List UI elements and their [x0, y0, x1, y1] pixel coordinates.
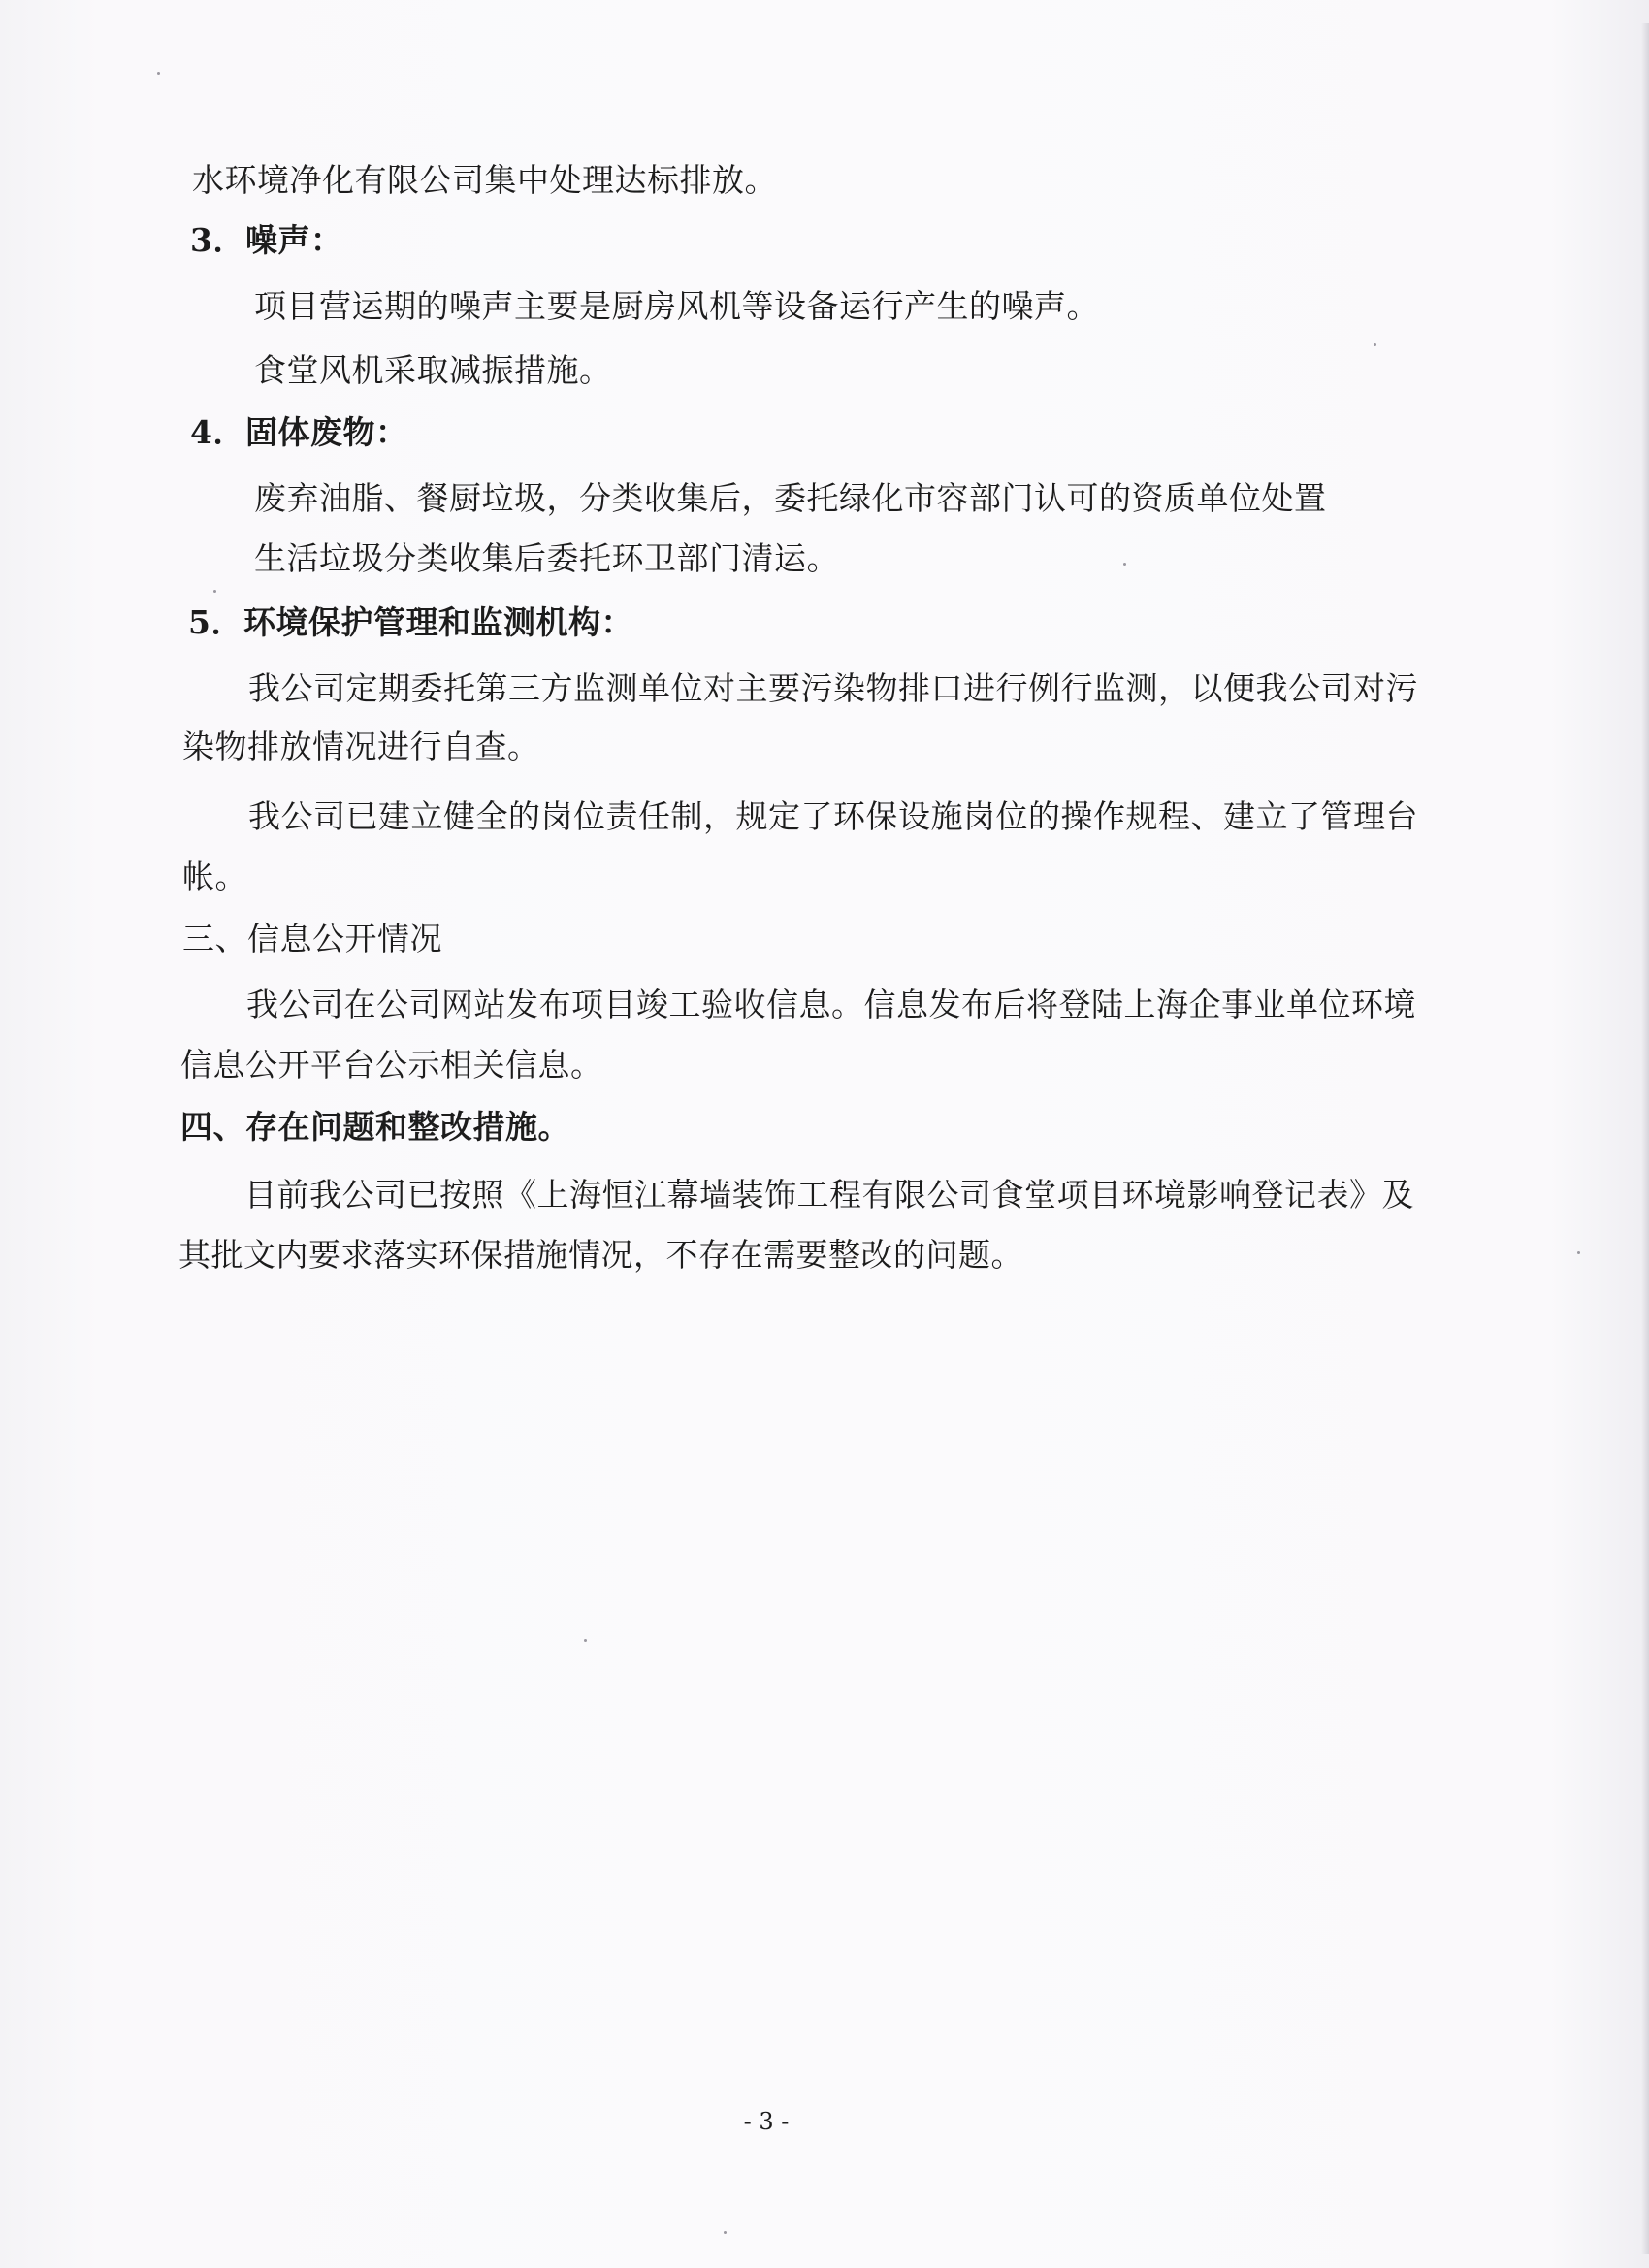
section-heading-issues: 四、存在问题和整改措施。	[180, 1108, 570, 1146]
scan-speck	[213, 590, 216, 593]
paragraph-line-disclosure-2: 信息公开平台公示相关信息。	[180, 1046, 603, 1084]
page-number: - 3 -	[743, 2108, 790, 2135]
scan-edge-shadow	[1641, 23, 1649, 2254]
paragraph-line-wastewater-end: 水环境净化有限公司集中处理达标排放。	[192, 161, 777, 199]
paragraph-line-issues-1: 目前我公司已按照《上海恒江幕墙装饰工程有限公司食堂项目环境影响登记表》及	[244, 1176, 1414, 1214]
section-heading-disclosure: 三、信息公开情况	[182, 920, 442, 957]
section-heading-solid-waste: 4．固体废物：	[190, 413, 408, 451]
scan-speck	[1577, 1251, 1580, 1254]
paragraph-line-issues-2: 其批文内要求落实环保措施情况，不存在需要整改的问题。	[178, 1236, 1023, 1274]
paragraph-line-disclosure-1: 我公司在公司网站发布项目竣工验收信息。信息发布后将登陆上海企事业单位环境	[246, 986, 1416, 1023]
scan-speck	[1123, 563, 1126, 566]
scan-speck	[1374, 343, 1376, 346]
paragraph-line-monitoring-1: 我公司定期委托第三方监测单位对主要污染物排口进行例行监测，以便我公司对污	[248, 669, 1418, 707]
paragraph-line-responsibility-1: 我公司已建立健全的岗位责任制，规定了环保设施岗位的操作规程、建立了管理台	[248, 797, 1418, 835]
section-heading-noise: 3．噪声：	[190, 221, 343, 259]
paragraph-line-household-waste: 生活垃圾分类收集后委托环卫部门清运。	[254, 539, 839, 577]
paragraph-line-noise-measure: 食堂风机采取减振措施。	[254, 351, 612, 389]
paragraph-line-noise-source: 项目营运期的噪声主要是厨房风机等设备运行产生的噪声。	[254, 287, 1099, 325]
scan-speck	[724, 2231, 727, 2234]
scan-speck	[584, 1639, 587, 1642]
section-heading-management: 5．环境保护管理和监测机构：	[188, 603, 633, 641]
paragraph-line-kitchen-waste: 废弃油脂、餐厨垃圾，分类收集后，委托绿化市容部门认可的资质单位处置	[254, 479, 1327, 517]
scan-speck	[157, 72, 160, 75]
paragraph-line-monitoring-2: 染物排放情况进行自查。	[182, 728, 540, 765]
paragraph-line-responsibility-2: 帐。	[182, 858, 247, 895]
